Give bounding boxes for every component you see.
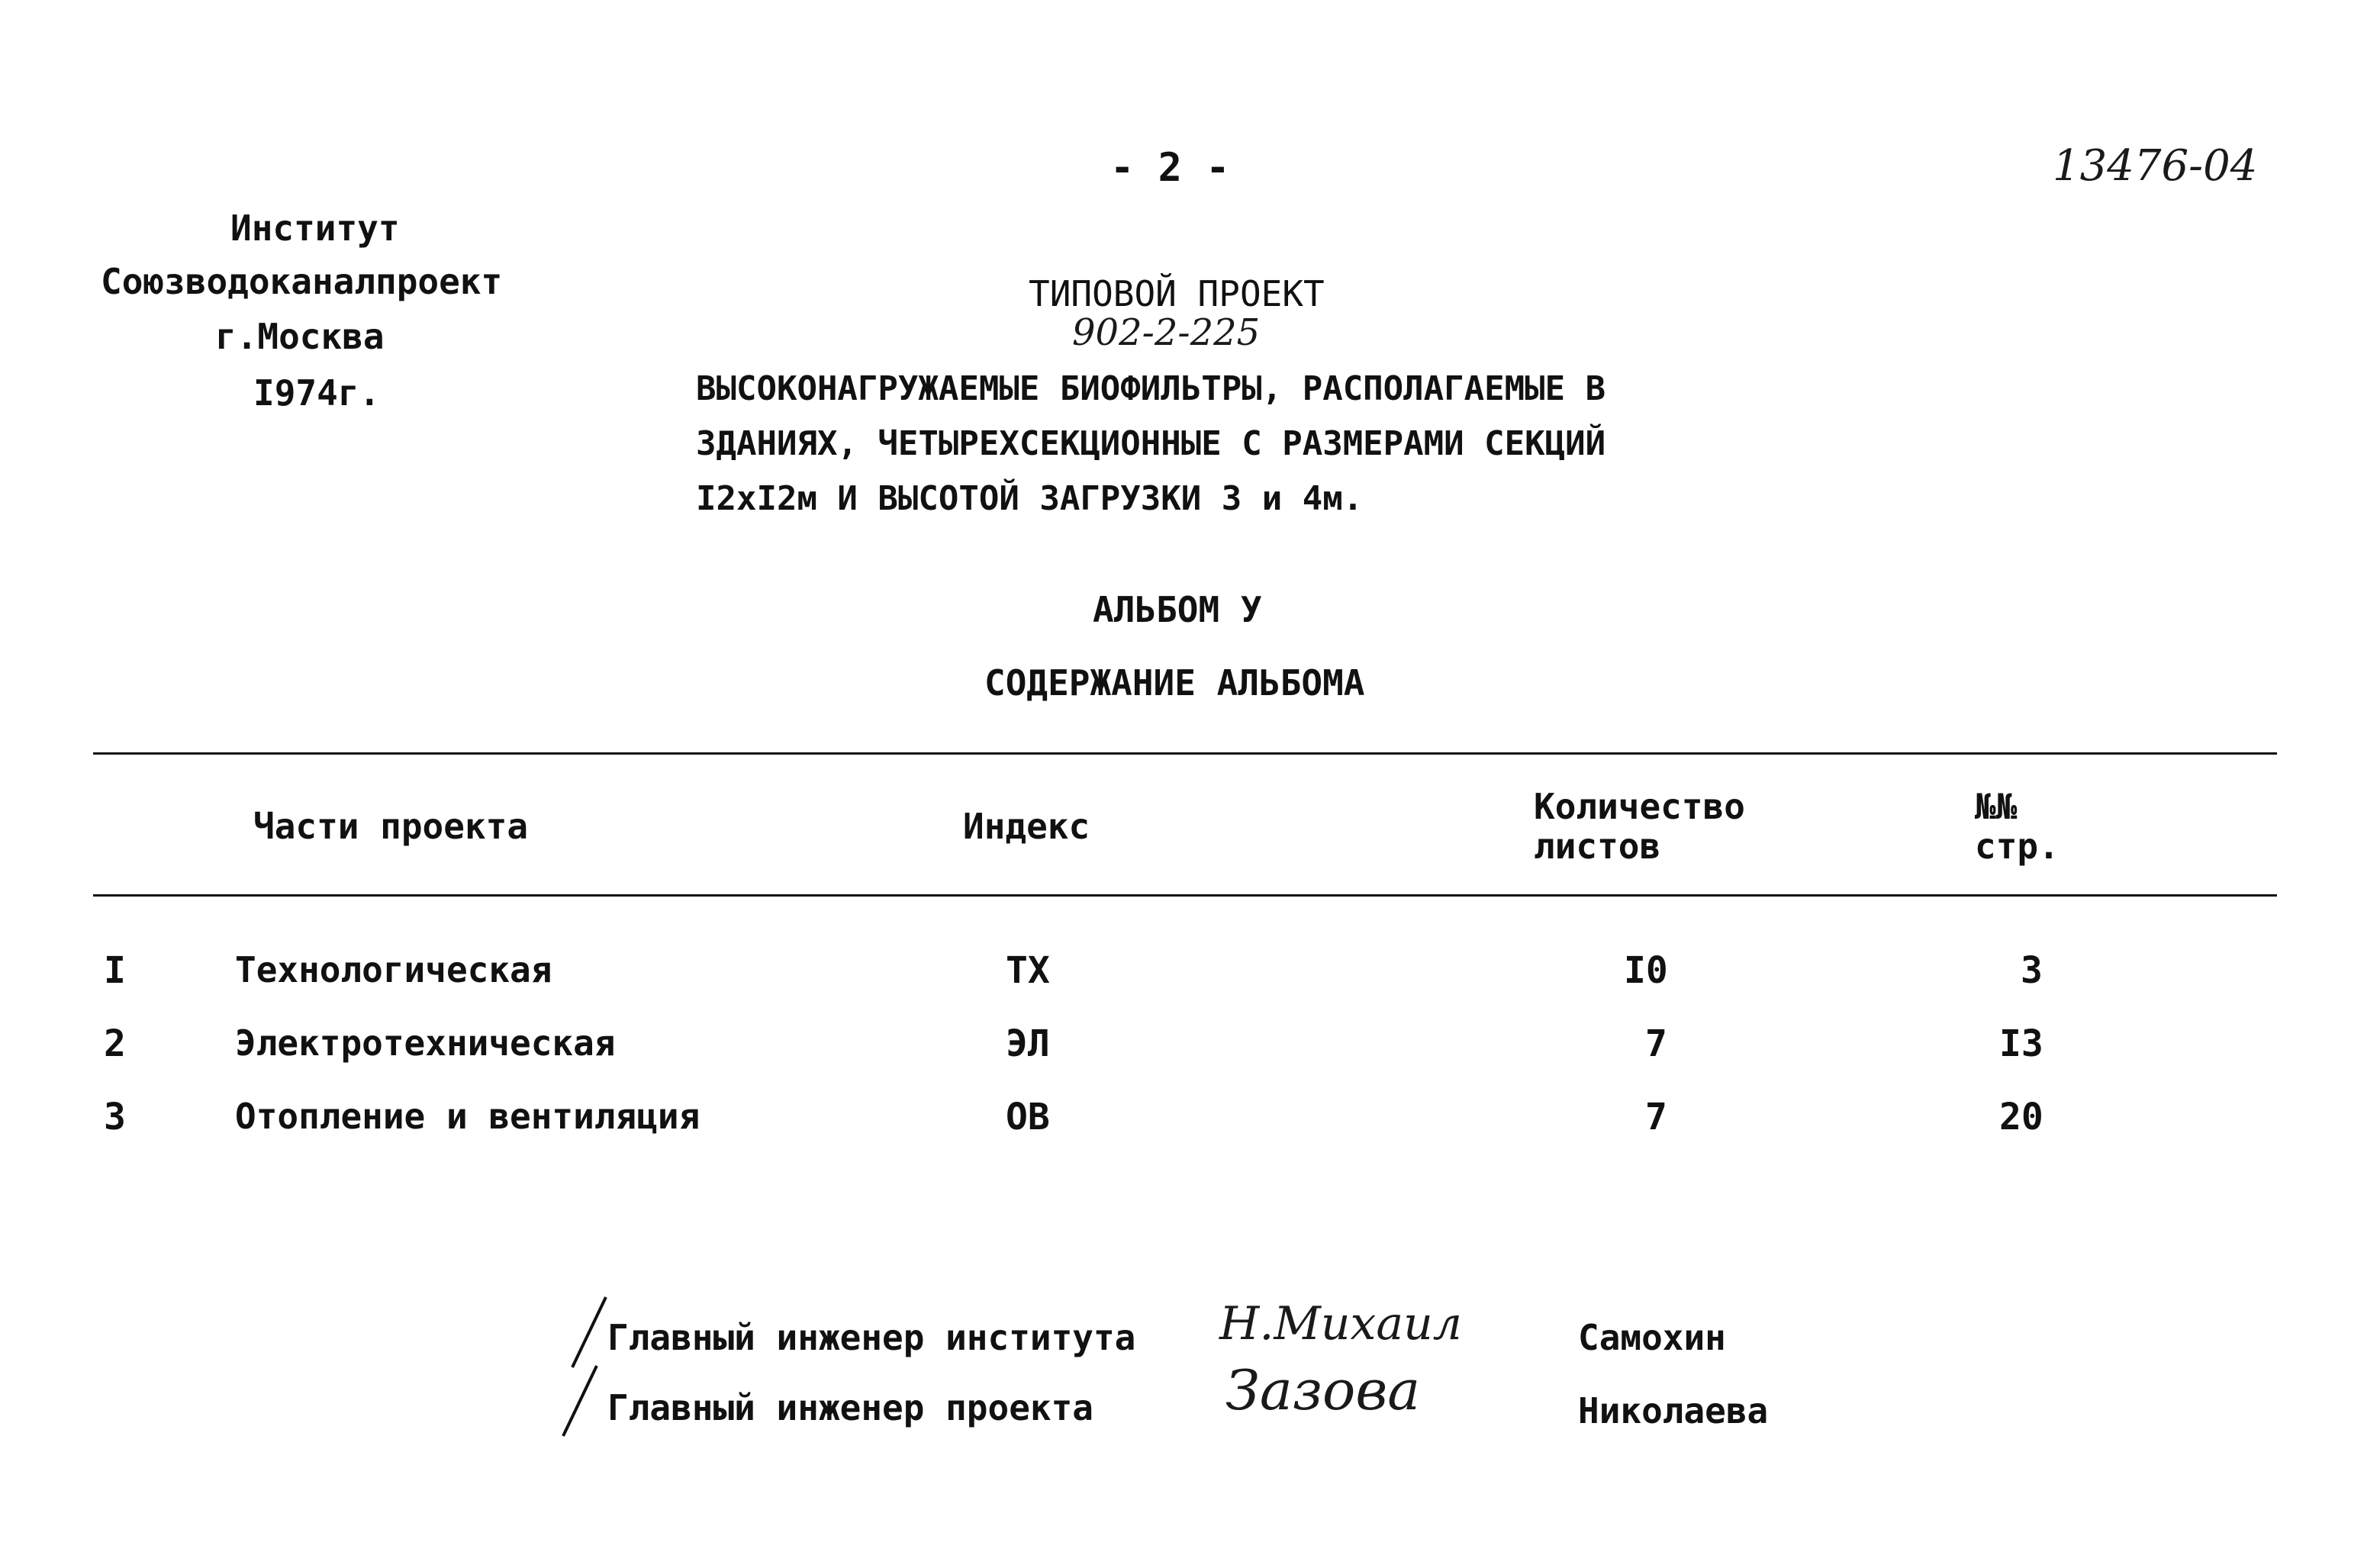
- project-type: ТИПОВОЙ ПРОЕКТ: [1029, 273, 1325, 314]
- signature-2-name: Николаева: [1578, 1390, 1769, 1431]
- project-title-line-2: ЗДАНИЯХ, ЧЕТЫРЕХСЕКЦИОННЫЕ С РАЗМЕРАМИ СЕКЦИЙ: [696, 424, 1606, 463]
- row-1-part: Технологическая: [235, 949, 552, 990]
- slash-mark-2: [559, 1363, 604, 1439]
- row-3-index: ОВ: [1006, 1096, 1050, 1138]
- row-3-number: 3: [104, 1096, 126, 1138]
- signature-2-role: Главный инженер проекта: [607, 1387, 1093, 1428]
- project-title-line-1: ВЫСОКОНАГРУЖАЕМЫЕ БИОФИЛЬТРЫ, РАСПОЛАГАЕМЫЕ В: [696, 369, 1606, 408]
- table-header-rule: [93, 894, 2277, 897]
- project-number: 902-2-225: [1072, 311, 1261, 354]
- slash-mark-1: [568, 1294, 614, 1370]
- row-2-page: I3: [1999, 1022, 2043, 1065]
- institute-year: I974г.: [253, 372, 381, 414]
- signature-2-handwritten: Зазова: [1225, 1358, 1421, 1422]
- archive-number: 13476-04: [2053, 141, 2258, 191]
- institute-city: г.Москва: [215, 316, 385, 357]
- institute-label: Институт: [230, 208, 400, 249]
- institute-name: Союзводоканалпроект: [101, 261, 503, 302]
- row-2-part: Электротехническая: [235, 1022, 616, 1064]
- row-3-sheets: 7: [1645, 1096, 1667, 1138]
- signature-1-name: Самохин: [1578, 1317, 1726, 1358]
- row-3-page: 20: [1999, 1096, 2043, 1138]
- page-number: - 2 -: [1110, 145, 1230, 191]
- header-sheets-line-2: листов: [1534, 826, 1661, 867]
- row-2-sheets: 7: [1645, 1022, 1667, 1065]
- row-2-index: ЭЛ: [1006, 1022, 1050, 1065]
- row-1-number: I: [104, 949, 126, 992]
- header-page-line-2: стр.: [1975, 826, 2060, 867]
- row-3-part: Отопление и вентиляция: [235, 1096, 700, 1137]
- row-1-index: ТХ: [1006, 949, 1050, 992]
- signature-1-handwritten: Н.Михаил: [1219, 1297, 1462, 1351]
- row-1-page: 3: [2021, 949, 2043, 992]
- row-2-number: 2: [104, 1022, 126, 1065]
- header-index: Индекс: [963, 806, 1090, 847]
- header-sheets-line-1: Количество: [1534, 786, 1745, 827]
- table-top-rule: [93, 752, 2277, 755]
- header-parts: Части проекта: [253, 806, 529, 847]
- header-page-line-1: №№: [1975, 786, 2018, 827]
- contents-heading: СОДЕРЖАНИЕ АЛЬБОМА: [984, 662, 1365, 704]
- project-title-line-3: I2xI2м И ВЫСОТОЙ ЗАГРУЗКИ 3 и 4м.: [696, 479, 1364, 518]
- signature-1-role: Главный инженер института: [607, 1317, 1136, 1358]
- album-label: АЛЬБОМ У: [1093, 589, 1262, 630]
- row-1-sheets: I0: [1624, 949, 1668, 992]
